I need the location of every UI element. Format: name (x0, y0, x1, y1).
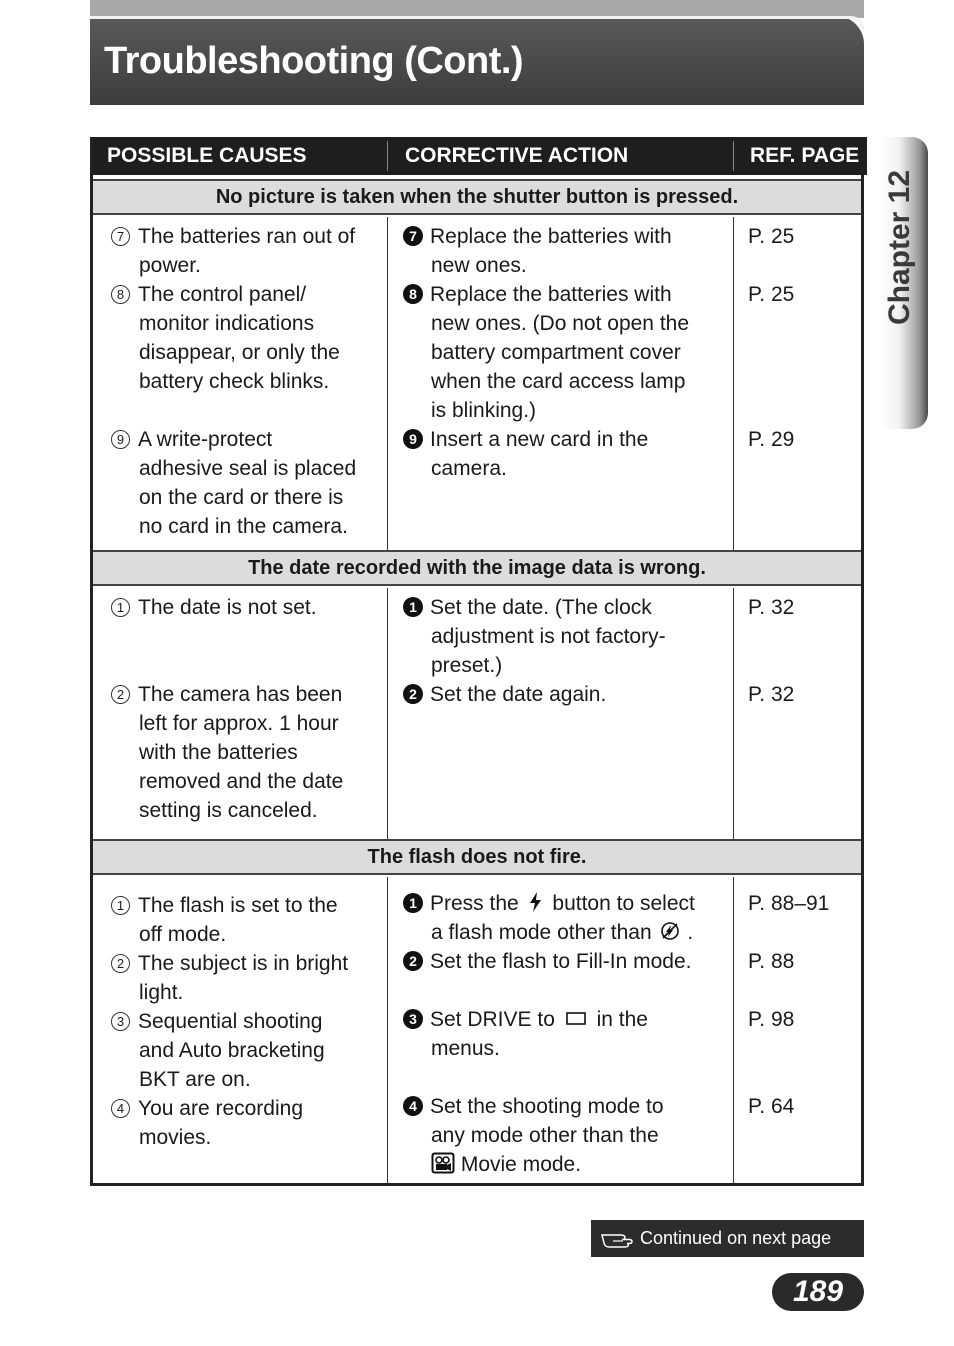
cause-number: 1 (111, 896, 130, 915)
column-divider (733, 877, 734, 1183)
cause-cell: 1 The date is not set. 2 The camera has been left for approx. 1 hour with the batteries removed and the date setting is canceled. (111, 593, 343, 825)
ref-page: P. 98 (748, 1008, 795, 1031)
section-heading: No picture is taken when the shutter button is pressed. (93, 179, 861, 215)
action-cell: 1 Set the date. (The clock adjustment is not factory- preset.) 2 Set the date again. (403, 593, 666, 709)
action-number: 4 (403, 1096, 423, 1116)
action-cell: 7 Replace the batteries with new ones. 8 Replace the batteries with new ones. (Do not open the battery compartment cover when the card access lamp is blinking.) 9 Insert a new card in the camera. (403, 222, 689, 483)
column-divider (387, 217, 388, 551)
single-frame-icon (561, 1009, 591, 1029)
section-heading: The date recorded with the image data is wrong. (93, 550, 861, 586)
action-number: 2 (403, 684, 423, 704)
column-divider (733, 217, 734, 551)
troubleshooting-table (90, 137, 864, 1186)
chapter-label: Chapter 12 (883, 169, 916, 325)
continued-text: Continued on next page (640, 1228, 832, 1248)
action-number: 2 (403, 951, 423, 971)
cause-cell: 1 The flash is set to the off mode. 2 The subject is in bright light. 3 Sequential shooting and Auto bracketing BKT are on. 4 You are recording movies. (111, 891, 348, 1152)
column-divider (733, 588, 734, 840)
cause-number: 3 (111, 1012, 130, 1031)
cause-cell: 7 The batteries ran out of power. 8 The control panel/ monitor indications disappear, or only the battery check blinks. 9 A write-protect adhesive seal is placed on the card or there is no card in the camera. (111, 222, 356, 541)
action-number: 8 (403, 284, 423, 304)
column-header-causes: POSSIBLE CAUSES (107, 144, 307, 167)
cause-number: 9 (111, 430, 130, 449)
cause-number: 1 (111, 598, 130, 617)
cause-number: 7 (111, 227, 130, 246)
header-divider (387, 141, 388, 171)
cause-number: 4 (111, 1099, 130, 1118)
column-divider (387, 588, 388, 840)
action-number: 3 (403, 1009, 423, 1029)
action-number: 9 (403, 429, 423, 449)
ref-page: P. 25 (748, 225, 795, 248)
page-number: 189 (772, 1273, 864, 1311)
column-header-action: CORRECTIVE ACTION (405, 144, 629, 167)
action-number: 1 (403, 893, 423, 913)
ref-cell (748, 593, 794, 709)
ref-page: P. 64 (748, 1095, 795, 1118)
cause-number: 2 (111, 954, 130, 973)
pointing-hand-icon (601, 1230, 633, 1248)
action-number: 1 (403, 597, 423, 617)
page-title: Troubleshooting (Cont.) (104, 40, 524, 82)
continued-banner (591, 1220, 864, 1257)
column-divider (387, 877, 388, 1183)
column-header-ref: REF. PAGE (750, 144, 860, 167)
ref-cell (748, 222, 794, 454)
flash-off-icon (658, 920, 682, 942)
chapter-tab (880, 137, 928, 429)
ref-page: P. 88–91 (748, 892, 830, 915)
header-divider (733, 141, 734, 171)
cause-number: 2 (111, 685, 130, 704)
ref-page: P. 32 (748, 596, 795, 619)
section-heading: The flash does not fire. (93, 839, 861, 875)
ref-page: P. 32 (748, 683, 795, 706)
table-header (93, 137, 867, 175)
ref-cell (748, 889, 829, 1121)
cause-number: 8 (111, 285, 130, 304)
ref-page: P. 29 (748, 428, 795, 451)
movie-mode-icon (431, 1152, 455, 1174)
ref-page: P. 88 (748, 950, 795, 973)
action-cell: 1 Press the button to select a flash mode other than . 2 Set the flash to Fill-In mode. 3 Set DRIVE to in the menus. 4 Set the shooting mode to any mode other than the Movie mode. (403, 889, 695, 1179)
ref-page: P. 25 (748, 283, 795, 306)
action-number: 7 (403, 226, 423, 246)
flash-icon (525, 891, 547, 913)
title-bar (90, 16, 864, 105)
